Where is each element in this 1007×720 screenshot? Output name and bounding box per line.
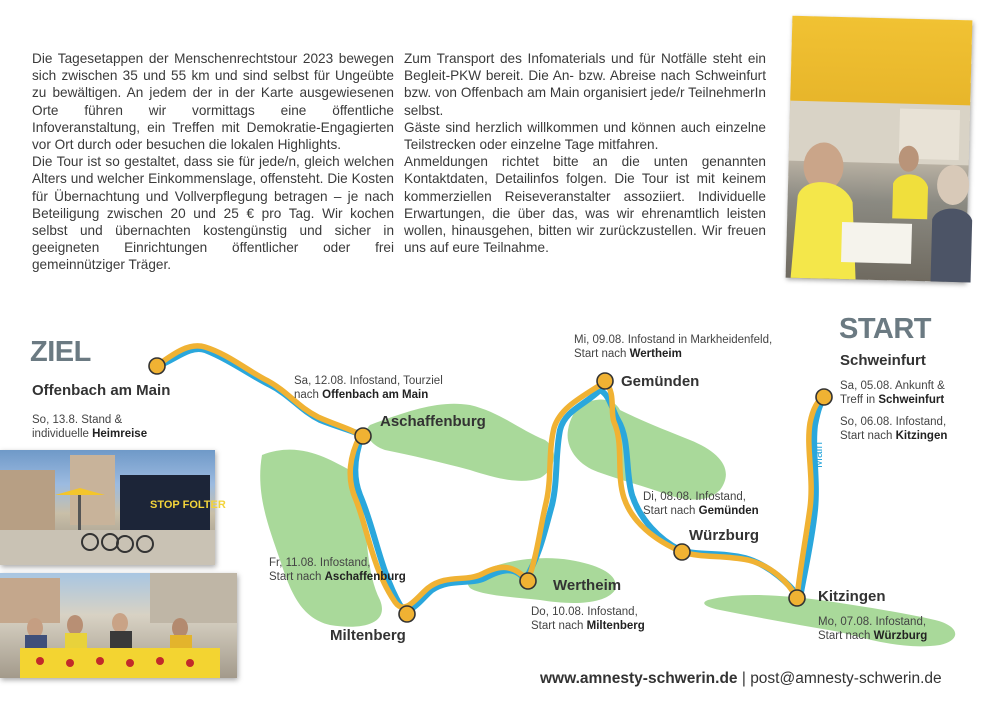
note-line bbox=[643, 504, 759, 518]
note-line bbox=[531, 619, 645, 633]
photo-stop-folter-art bbox=[0, 450, 226, 565]
ziel-note-bold: Heimreise bbox=[92, 428, 148, 440]
note-line: Sa, 12.08. Infostand, Tourziel bbox=[294, 375, 443, 387]
note-line bbox=[818, 629, 927, 643]
banner-text: STOP FOLTER bbox=[150, 499, 226, 511]
river-label: Main bbox=[811, 441, 825, 468]
note-line bbox=[294, 388, 443, 402]
photo-market-stand bbox=[0, 573, 237, 678]
note-bold: Offenbach am Main bbox=[322, 389, 429, 401]
ziel-note-line2 bbox=[32, 427, 147, 441]
stop-wertheim bbox=[520, 573, 536, 589]
photo-market-stand-art bbox=[0, 573, 237, 678]
ziel-heading: ZIEL bbox=[30, 336, 91, 368]
note-do10 bbox=[531, 605, 645, 633]
note-line: So, 06.08. Infostand, bbox=[840, 416, 947, 428]
paragraph: Zum Transport des Infomaterials und für Notfälle steht ein Begleit-PKW bereit. Die An- bzw. Abreise nach Schweinfurt bzw. von Offenbach am Main organisiert jede/r TeilnehmerIn selbst. bbox=[404, 51, 766, 118]
city-miltenberg: Miltenberg bbox=[330, 627, 406, 644]
city-aschaffenburg: Aschaffenburg bbox=[380, 413, 486, 430]
note-so06 bbox=[840, 415, 947, 443]
note-text: Start nach bbox=[531, 620, 587, 632]
ziel-note-line1: So, 13.8. Stand & bbox=[32, 414, 123, 426]
stop-miltenberg bbox=[399, 606, 415, 622]
footer-separator: | bbox=[737, 670, 751, 687]
note-bold: Gemünden bbox=[698, 505, 759, 517]
photo-stop-folter bbox=[0, 450, 226, 565]
note-sa12 bbox=[294, 374, 443, 402]
city-kitzingen: Kitzingen bbox=[818, 588, 886, 605]
note-line: Mo, 07.08. Infostand, bbox=[818, 616, 927, 628]
note-text: Start nach bbox=[269, 571, 325, 583]
note-line bbox=[269, 570, 406, 584]
city-gemuenden: Gemünden bbox=[621, 373, 700, 390]
note-text: nach bbox=[294, 389, 323, 401]
ziel-city: Offenbach am Main bbox=[32, 382, 171, 399]
footer-contact bbox=[540, 670, 942, 688]
note-bold: Wertheim bbox=[629, 348, 682, 360]
ziel-note-text: individuelle bbox=[32, 428, 93, 440]
note-mo07 bbox=[818, 615, 927, 643]
note-line: Mi, 09.08. Infostand in Markheidenfeld, bbox=[574, 334, 773, 346]
stop-wuerzburg bbox=[674, 544, 690, 560]
note-sa05 bbox=[840, 379, 945, 407]
note-fr11 bbox=[269, 556, 406, 584]
photo-infostand-art bbox=[786, 16, 973, 283]
stop-schweinfurt bbox=[816, 389, 832, 405]
stop-aschaffenburg bbox=[355, 428, 371, 444]
note-line bbox=[840, 429, 947, 443]
website-link[interactable]: www.amnesty-schwerin.de bbox=[540, 670, 738, 687]
note-text: Start nach bbox=[643, 505, 699, 517]
stop-kitzingen bbox=[789, 590, 805, 606]
paragraph: Anmeldungen richtet bitte an die unten genannten Kontaktdaten, Detailinfos folgen. Die Tour ist mit keinem kommerziellen Reiseveranstalter assoziiert. Individuelle Erwartungen, die über das, was wir ehrenamtlich leisten wollen, hinausgehen, bitten wir zurückzustellen. Wir freuen uns auf eure Teilnahme. bbox=[404, 154, 766, 256]
paragraph: Die Tagesetappen der Menschenrechtstour 2023 bewegen sich zwischen 35 und 55 km und sind selbst für Ungeübte zu bewältigen. An jedem der in der Karte ausgewiesenen Orte führen wir vormittags eine öffentliche Infoveranstaltung, ein Treffen mit Demokratie-Engagierten vor Ort durch oder besuchen die lokalen Highlights. bbox=[32, 51, 394, 153]
ziel-note bbox=[32, 413, 147, 441]
city-wertheim: Wertheim bbox=[553, 577, 622, 594]
note-bold: Aschaffenburg bbox=[324, 571, 406, 583]
note-line: Do, 10.08. Infostand, bbox=[531, 606, 638, 618]
note-line bbox=[840, 393, 945, 407]
note-line: Sa, 05.08. Ankunft & bbox=[840, 380, 945, 392]
start-city: Schweinfurt bbox=[840, 352, 926, 369]
note-line: Fr, 11.08. Infostand, bbox=[269, 557, 371, 569]
note-bold: Miltenberg bbox=[586, 620, 645, 632]
email-link[interactable]: post@amnesty-schwerin.de bbox=[750, 670, 942, 687]
note-text: Treff in bbox=[840, 394, 879, 406]
paragraph: Gäste sind herzlich willkommen und können auch einzelne Teilstrecken oder einzelne Tage mitfahren. bbox=[404, 119, 766, 153]
city-wuerzburg: Würzburg bbox=[689, 527, 759, 544]
start-heading: START bbox=[839, 313, 932, 345]
paragraph: Die Tour ist so gestaltet, dass sie für jede/n, gleich welchen Alters und welcher Einkommenslage, offensteht. Die Kosten für Übernachtung und Vollverpflegung betragen – je nach Beteiligung zwischen 20 und 25 € pro Tag. Wir kochen selbst und übernachten kostengünstig und sicher in geeigneten Einrichtungen öffentlicher oder frei gemeinnütziger Träger. bbox=[32, 154, 394, 273]
note-text: Start nach bbox=[574, 348, 630, 360]
note-bold: Würzburg bbox=[873, 630, 928, 642]
note-bold: Kitzingen bbox=[895, 430, 948, 442]
note-mi09 bbox=[574, 333, 772, 361]
stop-offenbach bbox=[149, 358, 165, 374]
photo-infostand bbox=[786, 16, 973, 283]
note-line bbox=[574, 347, 772, 361]
stop-gemuenden bbox=[597, 373, 613, 389]
note-bold: Schweinfurt bbox=[878, 394, 945, 406]
note-di08 bbox=[643, 490, 759, 518]
note-text: Start nach bbox=[840, 430, 896, 442]
note-line: Di, 08.08. Infostand, bbox=[643, 491, 746, 503]
note-text: Start nach bbox=[818, 630, 874, 642]
